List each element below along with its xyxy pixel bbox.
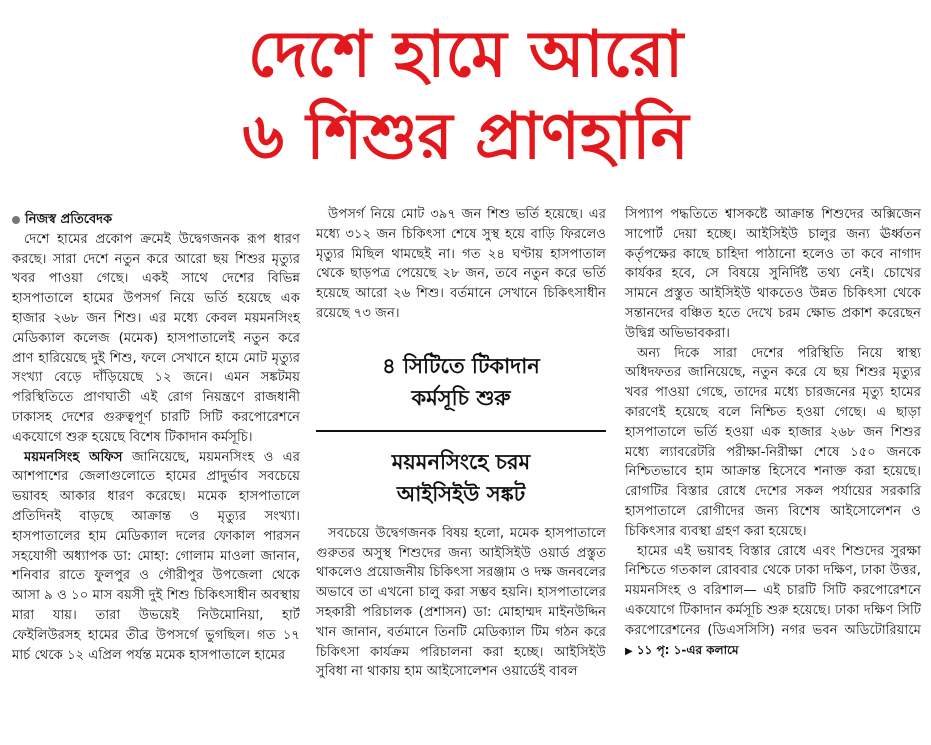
paragraph: অন্য দিকে সারা দেশের পরিস্থিতি নিয়ে স্বাস্থ্য অধিদফতর জানিয়েছে, নতুন করে যে ছয় শিশুর মৃত্যুর খবর পাওয়া গেছে, তাদের মধ্যে চারজনের মৃত্যু হামের কারণেই হয়েছে বলে নিশ্চিত হওয়া গেছে। এ ছাড়া হাসপাতালে ভর্তি হওয়া এক হাজার ২৬৮ জন শিশুর মধ্যে ল্যাবরেটরি পরীক্ষা-নিরীক্ষা শেষে ১৫০ জনকে নিশ্চিতভাবে হাম আক্রান্ত হিসেবে শনাক্ত করা হয়েছে। রোগটির বিস্তার রোধে দেশের সকল পর্যায়ের সরকারি হাসপাতালে রোগীদের জন্য বিশেষ আইসোলেশন ও চিকিৎসার ব্যবস্থা গ্রহণ করা হয়েছে। <box>625 345 921 539</box>
subheading-line: আইসিইউ সঙ্কট <box>396 481 526 506</box>
bureau-lead: ময়মনসিংহ অফিস <box>24 449 123 465</box>
article-column-2 <box>316 205 606 682</box>
bullet-icon <box>12 216 20 224</box>
headline <box>0 14 931 178</box>
headline-line-2: ৬ শিশুর প্রাণহানি <box>242 100 689 174</box>
paragraph: সিপ্যাপ পদ্ধতিতে শ্বাসকষ্টে আক্রান্ত শিশুদের অক্সিজেন সাপোর্ট দেয়া হচ্ছে। আইসিইউ চালুর জন্য ঊর্ধ্বতন কর্তৃপক্ষের কাছে চাহিদা পাঠানো হলেও তা কবে নাগাদ কার্যকর হবে, সে বিষয়ে সুনির্দিষ্ট তথ্য নেই। চোখের সামনে প্রস্তুত আইসিইউ থাকতেও উন্নত চিকিৎসা থেকে সন্তানদের বঞ্চিত হতে দেখে চরম ক্ষোভ প্রকাশ করেছেন উদ্বিগ্ন অভিভাবকরা। <box>625 207 921 341</box>
headline-line-1: দেশে হামে আরো <box>247 18 684 92</box>
subheading-line: ময়মনসিংহে চরম <box>391 449 531 474</box>
triangle-icon: ▶ <box>625 645 633 657</box>
byline <box>12 210 300 230</box>
paragraph: সবচেয়ে উদ্বেগজনক বিষয় হলো, মমেক হাসপাতালে গুরুতর অসুস্থ শিশুদের জন্য আইসিইউ ওয়ার্ড প্রস্তুত থাকলেও প্রয়োজনীয় চিকিৎসা সরঞ্জাম ও দক্ষ জনবলের অভাবে তা এখনো চালু করা সম্ভব হয়নি। হাসপাতালের সহকারী পরিচালক (প্রশাসন) ডা: মোহাম্মদ মাইনউদ্দিন খান জানান, বর্তমানে তিনটি মেডিক্যাল টিম গঠন করে চিকিৎসা কার্যক্রম পরিচালনা করা হচ্ছে। আইসিইউ সুবিধা না থাকায় হাম আইসোলেশন ওয়ার্ডেই বাবল <box>316 525 606 680</box>
subheading-line: ৪ সিটিতে টিকাদান <box>382 353 540 378</box>
paragraph: দেশে হামের প্রকোপ ক্রমেই উদ্বেগজনক রূপ ধারণ করছে। সারা দেশে নতুন করে আরো ছয় শিশুর মৃত্যুর খবর পাওয়া গেছে। একই সাথে দেশের বিভিন্ন হাসপাতালে হামের উপসর্গ নিয়ে ভর্তি হয়েছে এক হাজার ২৬৮ জন শিশু। এর মধ্যে কেবল ময়মনসিংহ মেডিক্যাল কলেজ (মমেক) হাসপাতালেই নতুন করে প্রাণ হারিয়েছে দুই শিশু, ফলে সেখানে হামে মোট মৃত্যুর সংখ্যা বেড়ে দাঁড়িয়েছে ১২ জনে। এমন সঙ্কটময় পরিস্থিতিতে প্রাণঘাতী এই রোগ নিয়ন্ত্রণে রাজধানী ঢাকাসহ দেশের গুরুত্বপূর্ণ চারটি সিটি করপোরেশনে একযোগে শুরু হয়েছে বিশেষ টিকাদান কর্মসূচি। <box>12 231 300 445</box>
paragraph <box>12 448 300 666</box>
byline-text: নিজস্ব প্রতিবেদক <box>25 212 113 227</box>
paragraph-text: জানিয়েছে, ময়মনসিংহ ও এর আশপাশের জেলাগুলোতে হামের প্রাদুর্ভাব সবচেয়ে ভয়াবহ আকার ধারণ করেছে। মমেক হাসপাতালে প্রতিদিনই বাড়ছে আক্রান্ত ও মৃত্যুর সংখ্যা। হাসপাতালের হাম মেডিক্যাল দলের ফোকাল পারসন সহযোগী অধ্যাপক ডা: মোহা: গোলাম মাওলা জানান, শনিবার রাতে ফুলপুর ও গৌরীপুর উপজেলা থেকে আসা ৯ ও ১০ মাস বয়সী দুই শিশু চিকিৎসাধীন অবস্থায় মারা যায়। তারা উভয়েই নিউমোনিয়া, হার্ট ফেইলিউরসহ হামের তীব্র উপসর্গে ভুগছিল। গত ১৭ মার্চ থেকে ১২ এপ্রিল পর্যন্ত মমেক হাসপাতালে হামের <box>12 449 301 663</box>
article-column-1 <box>12 210 300 665</box>
paragraph <box>625 542 921 662</box>
continued-marker[interactable] <box>625 643 739 657</box>
continued-text[interactable]: ১১ পৃ: ১-এর কলামে <box>636 642 739 657</box>
paragraph-text: হামের এই ভয়াবহ বিস্তার রোধে এবং শিশুদের সুরক্ষা নিশ্চিতে গতকাল রোববার থেকে ঢাকা দক্ষিণ, ঢাকা উত্তর, ময়মনসিংহ ও বরিশাল— এই চারটি সিটি করপোরেশনে একযোগে টিকাদান কর্মসূচি শুরু হয়েছে। ঢাকা দক্ষিণ সিটি করপোরেশনের (ডিএসসিসি) নগর ভবন অডিটোরিয়ামে <box>625 543 921 638</box>
paragraph: উপসর্গ নিয়ে মোট ৩৯৭ জন শিশু ভর্তি হয়েছে। এর মধ্যে ৩১২ জন চিকিৎসা শেষে সুস্থ হয়ে বাড়ি ফিরলেও মৃত্যুর মিছিল থামছেই না। গত ২৪ ঘণ্টায় হাসপাতাল থেকে ছাড়পত্র পেয়েছে ২৮ জন, তবে নতুন করে ভর্তি হয়েছে আরো ২৬ শিশু। বর্তমানে সেখানে চিকিৎসাধীন রয়েছে ৭৩ জন। <box>316 207 606 321</box>
article-column-3 <box>625 205 921 661</box>
subheading-line: কর্মসূচি শুরু <box>411 385 511 410</box>
subheading-icu-crisis <box>316 446 606 510</box>
subheading-vaccination <box>316 350 606 432</box>
